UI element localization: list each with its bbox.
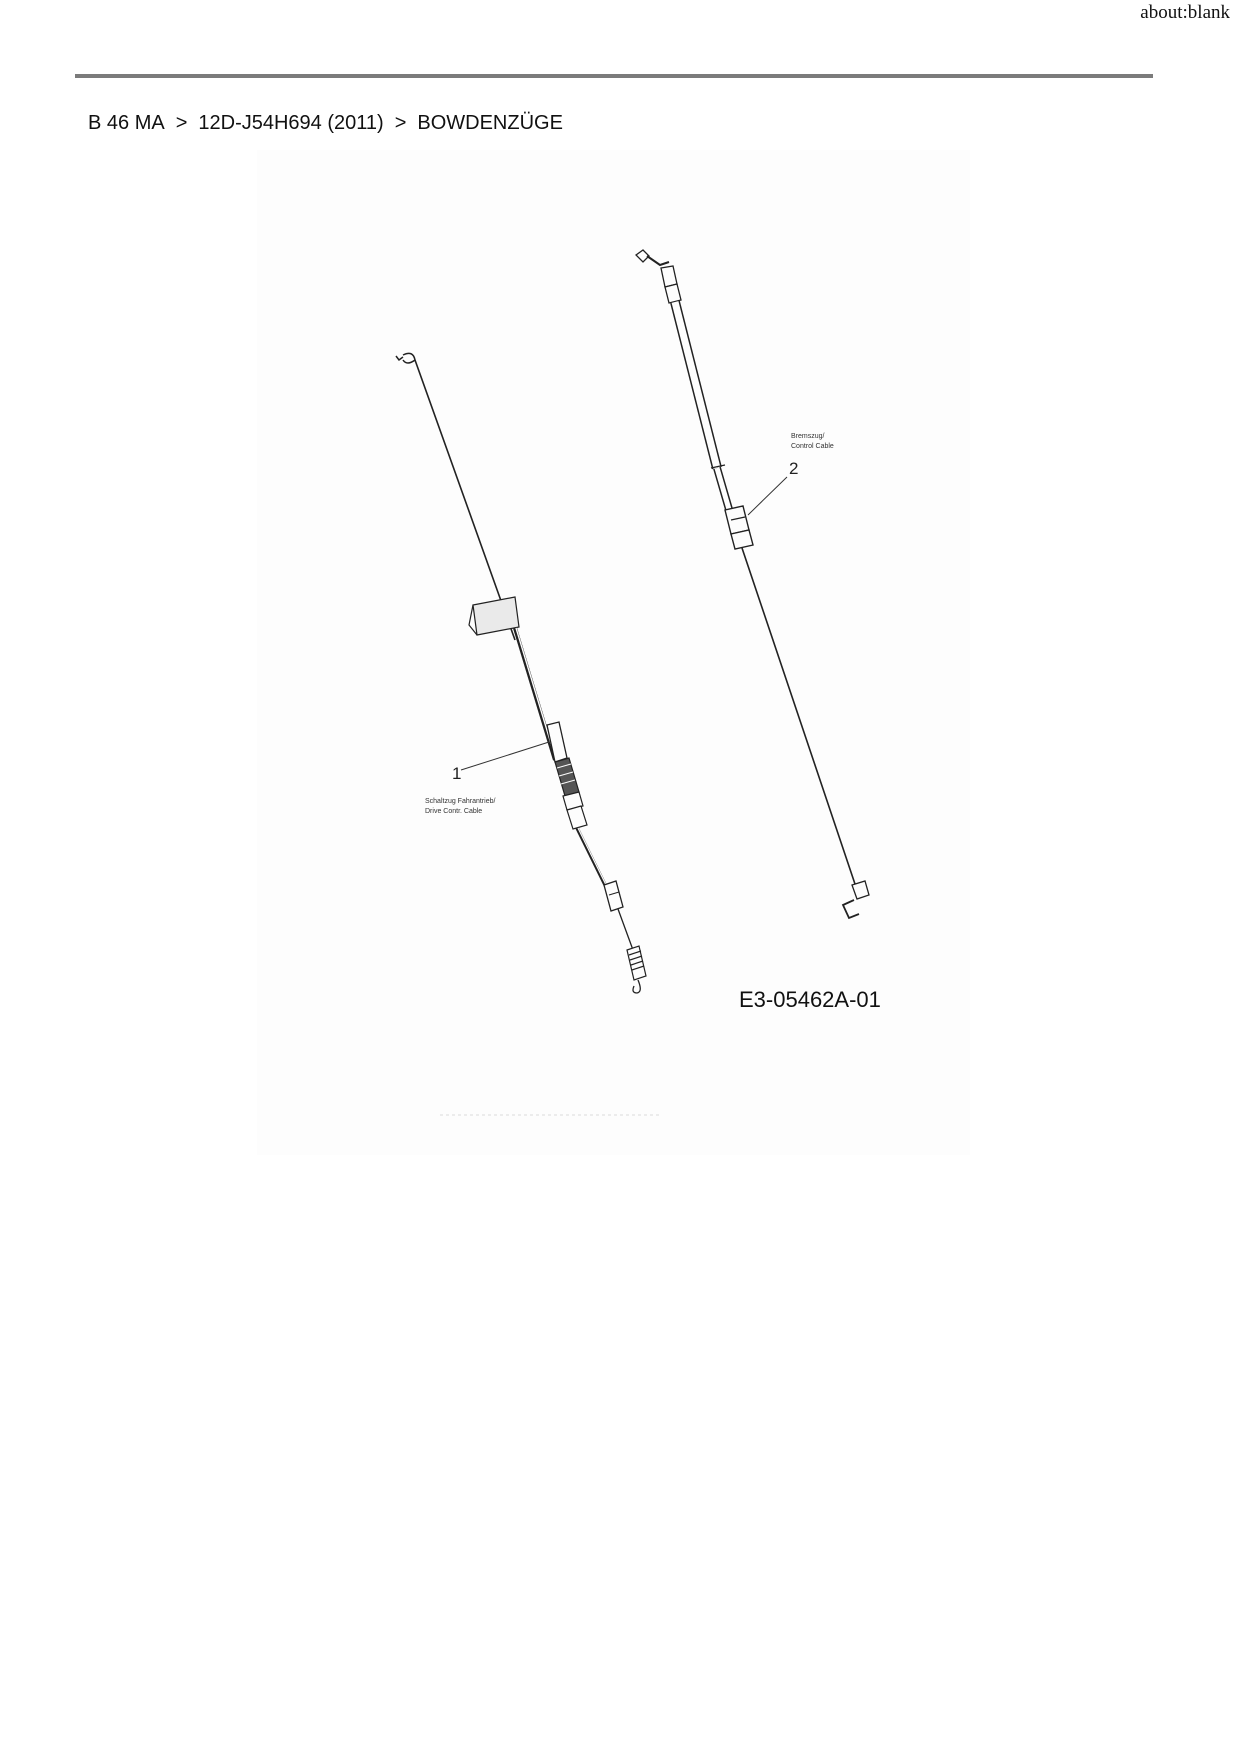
brake-cable [636, 250, 869, 918]
part-1-label-de: Schaltzug Fahrantrieb/ [425, 798, 496, 805]
breadcrumb-separator: > [175, 112, 188, 134]
part-2-label-en: Control Cable [791, 443, 834, 450]
parts-diagram [257, 150, 970, 1155]
breadcrumb-separator: > [394, 112, 407, 134]
breadcrumb [88, 112, 563, 135]
header-divider [75, 74, 1153, 78]
breadcrumb-item-model[interactable]: B 46 MA [88, 112, 165, 134]
drawing-code: E3-05462A-01 [739, 987, 881, 1012]
breadcrumb-item-section: BOWDENZÜGE [417, 112, 563, 134]
breadcrumb-item-serial[interactable]: 12D-J54H694 (2011) [198, 112, 384, 134]
browser-url: about:blank [1140, 2, 1230, 23]
part-1-number: 1 [452, 764, 462, 783]
part-2-callout [748, 433, 834, 515]
part-2-label-de: Bremszug/ [791, 433, 825, 440]
part-1-label-en: Drive Contr. Cable [425, 808, 483, 815]
part-1-callout [425, 742, 549, 815]
parts-diagram-drawing [257, 150, 970, 1155]
part-2-number: 2 [789, 459, 799, 478]
drive-control-cable [396, 353, 646, 993]
